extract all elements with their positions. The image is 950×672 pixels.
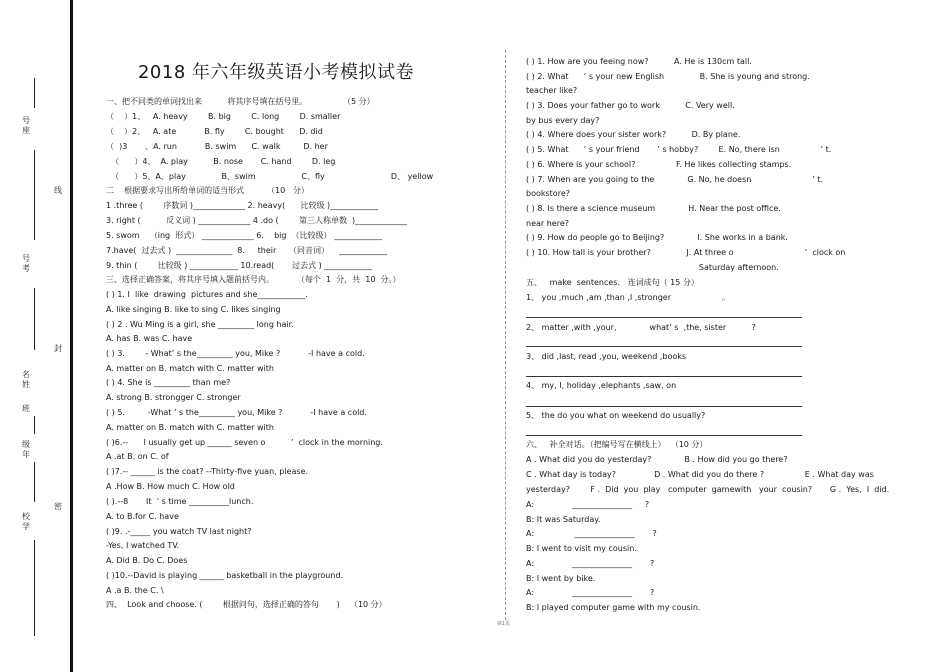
right-line: teacher like?	[526, 86, 578, 95]
left-line: ( )6.-- I usually get up ______ seven o ’ clock in the morning.	[106, 438, 383, 447]
left-line: A. matter on B. match with C. matter with	[106, 423, 274, 432]
left-line: A. matter on B. match with C. matter with	[106, 364, 274, 373]
binding-label: 校	[22, 512, 30, 521]
left-line: ( ) 1. I like drawing pictures and she____________.	[106, 290, 308, 299]
right-line: 五、 make sentences. 连词成句（ 15 分）	[526, 278, 699, 287]
left-line: （ ）5、A、play B、swim C、fly D、 yellow	[106, 172, 434, 181]
right-line: near here?	[526, 219, 569, 228]
left-line: （ ）1、 A. heavy B. big C. long D. smaller	[106, 112, 341, 121]
right-line: A . What did you do yesterday? B . How did you go there?	[526, 455, 788, 464]
right-line: ( ) 2. What ’ s your new English B. She is young and strong.	[526, 72, 810, 81]
binding-label: 号	[22, 254, 30, 263]
left-line: （ ）2、 A. ate B. fly C. bought D. did	[106, 127, 323, 136]
left-line: ( )9. .-_____ you watch TV last night?	[106, 527, 252, 536]
binding-label: 级	[22, 440, 30, 449]
binding-rule	[34, 540, 35, 636]
left-line: ( ) 5. -What ’ s the_________ you, Mike ? -I have a cold.	[106, 408, 367, 417]
answer-line	[526, 376, 802, 377]
page-title: 2018 年六年级英语小考模拟试卷	[137, 62, 415, 83]
right-line: ( ) 7. When are you going to the G. No, he doesn ’ t.	[526, 175, 824, 184]
right-line: ( ) 8. Is there a science museum H. Near the post office.	[526, 204, 781, 213]
binding-rule	[34, 462, 35, 502]
right-line: C . What day is today? D . What did you do there ? E . What day was	[526, 470, 874, 479]
right-line: B: It was Saturday.	[526, 515, 601, 524]
binding-label: 号	[22, 116, 30, 125]
left-line: 三、选择正确答案，将其序号填入题前括号内。 （每个 1 分，共 10 分。）	[106, 275, 401, 284]
right-line: bookstore?	[526, 189, 570, 198]
binding-label: 密	[54, 502, 62, 511]
left-line: A. has B. was C. have	[106, 334, 193, 343]
left-line: ( ) 2 . Wu Ming is a girl, she _________ long hair.	[106, 320, 294, 329]
left-line: A .How B. How much C. How old	[106, 482, 235, 491]
answer-line	[526, 317, 802, 318]
binding-label: 年	[22, 450, 30, 459]
right-line: ( ) 3. Does your father go to work C. Very well.	[526, 101, 735, 110]
binding-label: 座	[22, 126, 30, 135]
left-line: A. like singing B. like to sing C. likes singing	[106, 305, 281, 314]
left-line: ( ).--8 It ’ s time __________lunch.	[106, 497, 254, 506]
left-line: （ )3 、A. run B. swim C. walk D. her	[106, 142, 328, 151]
right-line: A: _______________ ?	[526, 529, 657, 538]
binding-bar	[70, 0, 73, 672]
right-line: yesterday? F . Did you play computer gamewith your cousin? G . Yes, I did.	[526, 485, 890, 494]
binding-rule	[34, 416, 35, 434]
right-line: 3、 did ,last, read ,you, weekend ,books	[526, 352, 687, 361]
binding-label: 学	[22, 522, 30, 531]
binding-rule	[34, 78, 35, 108]
left-line: A. to B.for C. have	[106, 512, 179, 521]
right-line: 1、 you ,much ,am ,than ,I ,stronger 。	[526, 293, 730, 302]
binding-rule	[34, 288, 35, 350]
right-line: ( ) 4. Where does your sister work? D. By plane.	[526, 130, 741, 139]
left-line: A .at B. on C. of	[106, 452, 169, 461]
binding-label: 名	[22, 370, 30, 379]
right-line: A: _______________ ?	[526, 559, 655, 568]
binding-label: 考	[22, 264, 30, 273]
right-line: B: I went to visit my cousin.	[526, 544, 637, 553]
right-line: ( ) 9. How do people go to Beijing? I. She works in a bank.	[526, 233, 788, 242]
right-line: Saturday afternoon.	[526, 263, 779, 272]
right-line: A: _______________ ?	[526, 500, 650, 509]
right-line: A: _______________ ?	[526, 588, 655, 597]
right-line: 4、 my, I, holiday ,elephants ,saw, on	[526, 381, 677, 390]
left-line: 7.have( 过去式 ) ______________ 8. their （同音词） ____________	[106, 246, 388, 255]
left-line: A. strong B. strongger C. stronger	[106, 393, 241, 402]
right-line: ( ) 1. How are you feeing now? A. He is 130cm tall.	[526, 57, 752, 66]
left-line: 9. thin ( 比较级 ) ____________ 10.read( 过去式 ) ____________	[106, 261, 373, 270]
left-line: ( ) 4. She is _________ than me?	[106, 378, 231, 387]
binding-rule	[34, 150, 35, 240]
right-line: B: I went by bike.	[526, 574, 596, 583]
answer-line	[526, 435, 802, 436]
answer-line	[526, 346, 802, 347]
left-line: 3. right ( 反义词 ) _____________ 4 .do ( 第三人称单数 )_____________	[106, 216, 408, 225]
left-line: ( ) 3. - What’ s the_________ you, Mike ? -I have a cold.	[106, 349, 365, 358]
right-line: ( ) 10. How tall is your brother? J. At three o ’ clock on	[526, 248, 846, 257]
binding-label: 线	[54, 186, 62, 195]
binding-label: 姓	[22, 380, 30, 389]
left-line: A. Did B. Do C. Does	[106, 556, 188, 565]
left-line: 1 .three ( 序数词 )_____________ 2. heavy( 比较级 )____________	[106, 201, 379, 210]
right-line: B: I played computer game with my cousin.	[526, 603, 701, 612]
page-number: 第1页	[497, 621, 511, 627]
left-line: -Yes, I watched TV.	[106, 541, 180, 550]
right-line: 5、 the do you what on weekend do usually?	[526, 411, 706, 420]
right-line: ( ) 5. What ’ s your friend ’ s hobby? E. No, there isn ’ t.	[526, 145, 832, 154]
right-line: ( ) 6. Where is your school? F. He likes collecting stamps.	[526, 160, 792, 169]
binding-label: 封	[54, 344, 62, 353]
left-line: A .a B. the C. \	[106, 586, 164, 595]
binding-label: 班	[22, 404, 30, 413]
left-line: 一、把不同类的单词找出来 将其序号填在括号里。 （5 分）	[106, 97, 375, 106]
left-line: ( )7.-- ______ is the coat? --Thirty-five yuan, please.	[106, 467, 308, 476]
left-line: 5. swom （ing 形式） _____________ 6. big （比较级） ____________	[106, 231, 383, 240]
left-line: ( )10.--David is playing ______ basketball in the playground.	[106, 571, 344, 580]
column-divider	[505, 50, 506, 620]
right-line: by bus every day?	[526, 116, 600, 125]
left-line: （ ）4、 A. play B. nose C. hand D. leg	[106, 157, 336, 166]
left-line: 四、 Look and choose. ( 根据问句，选择正确的答句 ) （10 分）	[106, 600, 387, 609]
answer-line	[526, 406, 802, 407]
right-line: 六、 补全对话。（把编号写在横线上） （10 分）	[526, 440, 708, 449]
left-line: 二 根据要求写出所给单词的适当形式 （10 分）	[106, 186, 309, 195]
right-line: 2、 matter ,with ,your, what’ s ,the, sister ?	[526, 323, 756, 332]
